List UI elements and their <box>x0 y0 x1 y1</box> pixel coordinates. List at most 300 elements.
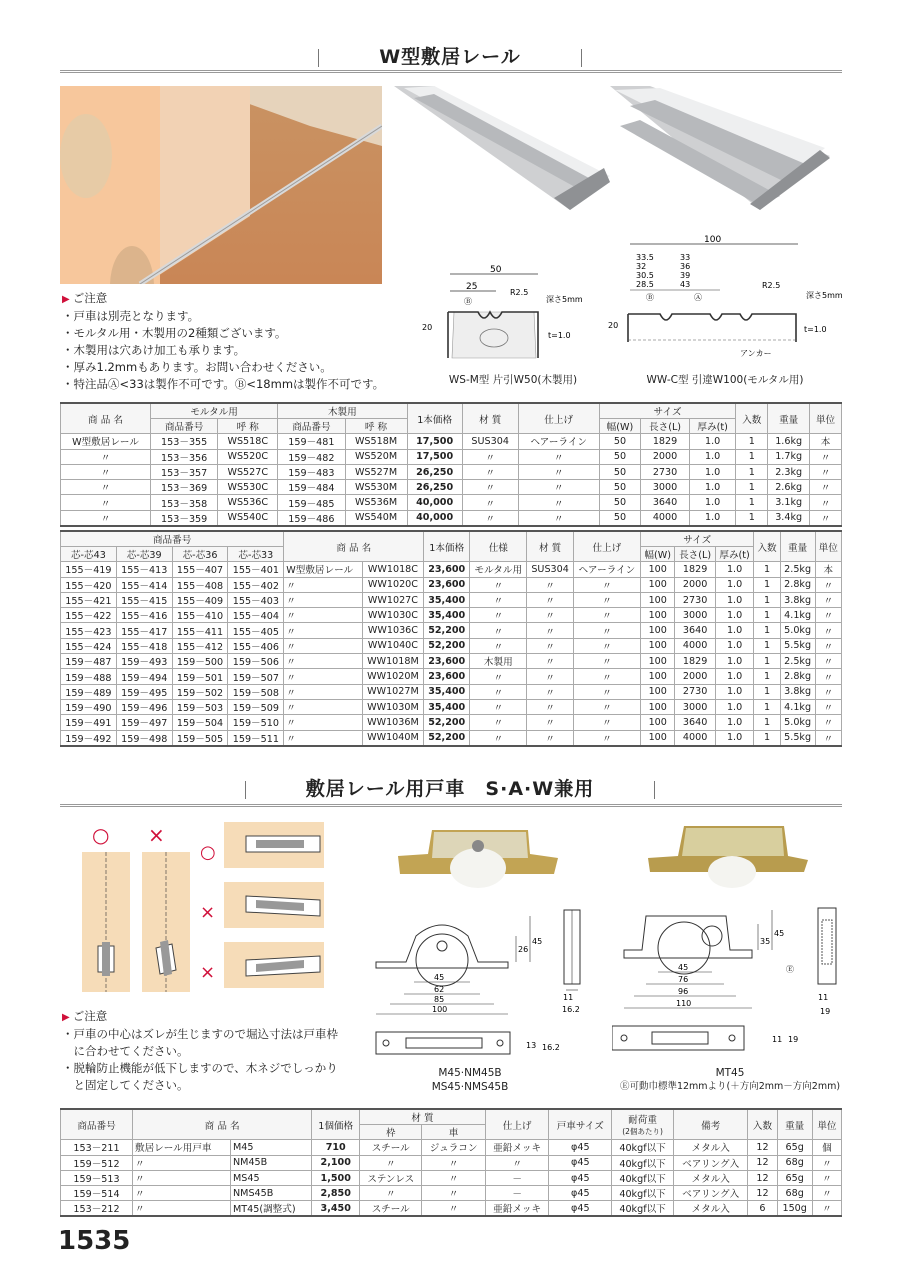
table-cell: 〃 <box>815 623 841 638</box>
table-cell: 2.6kg <box>768 480 810 495</box>
th-frame: 枠 <box>360 1125 422 1140</box>
table-cell: 〃 <box>810 449 842 464</box>
th-wt: 重量 <box>768 403 810 434</box>
notes-roller-item: と固定してください。 <box>62 1078 189 1092</box>
table-cell: 155－424 <box>61 638 117 653</box>
notes-rail-item: ・厚み1.2mmもあります。お問い合わせください。 <box>62 360 332 374</box>
table-cell: － <box>485 1170 549 1185</box>
table-cell: 亜鉛メッキ <box>485 1140 549 1155</box>
table-cell: 〃 <box>815 654 841 669</box>
th-load-2: (2個あたり) <box>622 1127 663 1137</box>
ws-w25: 25 <box>466 282 478 292</box>
table-cell: 1 <box>754 608 780 623</box>
table-cell: 〃 <box>284 730 362 746</box>
table-cell: 155－410 <box>172 608 228 623</box>
table-cell: 40kgf以下 <box>612 1201 674 1217</box>
table-cell: WS527C <box>218 464 278 479</box>
table-cell: 155－408 <box>172 577 228 592</box>
section-title-roller-text: 敷居レール用戸車 S·A·W兼用 <box>305 778 595 800</box>
table-cell: WW1030C <box>362 608 424 623</box>
table-cell: メタル入 <box>673 1201 748 1217</box>
table-cell: 2000 <box>675 577 715 592</box>
table-cell: 155－421 <box>61 592 117 607</box>
table-cell: 710 <box>312 1140 360 1155</box>
table-cell: 〃 <box>527 577 573 592</box>
th-qty: 入数 <box>736 403 768 434</box>
table-cell: 159－489 <box>61 684 117 699</box>
title-rule <box>60 70 842 73</box>
th-fin: 仕上げ <box>518 403 599 434</box>
table-cell: 100 <box>641 669 675 684</box>
table-cell: 155－402 <box>228 577 284 592</box>
table-cell: 〃 <box>284 654 362 669</box>
table-row <box>61 654 842 669</box>
table-cell: 40kgf以下 <box>612 1170 674 1185</box>
table-cell: 159－482 <box>278 449 345 464</box>
notes-roller-head: ご注意 <box>72 1009 108 1023</box>
table-cell: φ45 <box>549 1170 612 1185</box>
ws-m-caption: WS-M型 片引W50(木製用) <box>448 374 578 386</box>
table-cell: 3000 <box>641 480 690 495</box>
table-cell: 159－488 <box>61 669 117 684</box>
table-cell: 1 <box>754 699 780 714</box>
table-cell: 〃 <box>573 623 640 638</box>
table-cell: WS540C <box>218 510 278 526</box>
table-cell: 〃 <box>470 715 527 730</box>
table-cell: 1 <box>736 464 768 479</box>
table-cell: 153－355 <box>151 434 218 449</box>
table-cell: 〃 <box>815 730 841 746</box>
th-price: 1本価格 <box>407 403 462 434</box>
table-cell: WW1018M <box>362 654 424 669</box>
table-cell: 2,850 <box>312 1186 360 1201</box>
th-wt: 重量 <box>777 1109 812 1140</box>
table-cell: 159－483 <box>278 464 345 479</box>
ww-c-section-diagram <box>600 232 850 372</box>
table-cell: 159－510 <box>228 715 284 730</box>
table-row <box>61 510 842 526</box>
table-cell: 1 <box>736 510 768 526</box>
table-cell: － <box>485 1186 549 1201</box>
table-cell: 23,600 <box>424 654 470 669</box>
ws-depth: 深さ5mm <box>546 295 583 304</box>
mt45-s19: 19 <box>820 1007 831 1016</box>
table-row <box>61 592 842 607</box>
th-spec: 仕様 <box>470 531 527 562</box>
mt45-caption-1: MT45 <box>715 1067 745 1079</box>
table-cell: 〃 <box>422 1186 485 1201</box>
table-cell: 〃 <box>527 608 573 623</box>
table-cell: 12 <box>748 1140 777 1155</box>
table-cell: WW1020C <box>362 577 424 592</box>
table-cell: 159－504 <box>172 715 228 730</box>
table-cell: 〃 <box>815 638 841 653</box>
table-cell: 23,600 <box>424 669 470 684</box>
table-cell: 〃 <box>573 608 640 623</box>
table-cell: 1 <box>754 715 780 730</box>
table-cell: 50 <box>599 495 641 510</box>
table-cell: 〃 <box>810 464 842 479</box>
th-code: 商品番号 <box>278 419 345 434</box>
table-cell: 2.5kg <box>780 654 815 669</box>
table-row <box>61 1201 842 1217</box>
m45-h26: 26 <box>518 945 529 954</box>
table-cell: WW1020M <box>362 669 424 684</box>
table-cell: 155－416 <box>116 608 172 623</box>
table-cell: 1829 <box>675 654 715 669</box>
th-unit: 単位 <box>812 1109 841 1140</box>
table-cell: 〃 <box>527 592 573 607</box>
table-cell: NMS45B <box>231 1186 312 1201</box>
table-cell: 159－501 <box>172 669 228 684</box>
table-cell: 〃 <box>470 699 527 714</box>
table-cell: 〃 <box>422 1155 485 1170</box>
table-cell: 40,000 <box>407 510 462 526</box>
table-cell: 155－420 <box>61 577 117 592</box>
table-row <box>61 1186 842 1201</box>
table-cell: 5.5kg <box>780 730 815 746</box>
notes-rail-header <box>62 290 384 308</box>
table-cell: 35,400 <box>424 699 470 714</box>
table-cell: 〃 <box>462 495 518 510</box>
table-cell: WW1036M <box>362 715 424 730</box>
roller-photo-mt45 <box>648 824 808 888</box>
table-cell: 3.8kg <box>780 592 815 607</box>
th-l: 長さ(L) <box>675 547 715 562</box>
table-cell: 〃 <box>573 638 640 653</box>
table-cell: 52,200 <box>424 638 470 653</box>
table-cell: 40kgf以下 <box>612 1186 674 1201</box>
table-cell: 1829 <box>641 434 690 449</box>
table-cell: 〃 <box>462 510 518 526</box>
table-cell: 159－495 <box>116 684 172 699</box>
table-cell: 159－502 <box>172 684 228 699</box>
table-cell: 1.0 <box>715 577 754 592</box>
table-cell: 100 <box>641 592 675 607</box>
th-mat: 材 質 <box>462 403 518 434</box>
table-cell: モルタル用 <box>470 562 527 577</box>
table-cell: 〃 <box>133 1201 231 1217</box>
table-cell: 木製用 <box>470 654 527 669</box>
table-cell: 2.8kg <box>780 577 815 592</box>
th-size: サイズ <box>599 403 736 419</box>
table-cell: 3640 <box>675 715 715 730</box>
table-cell: 155－418 <box>116 638 172 653</box>
table-cell: 1 <box>754 654 780 669</box>
table-cell: 100 <box>641 654 675 669</box>
table-cell: 〃 <box>284 684 362 699</box>
table-cell: 159－493 <box>116 654 172 669</box>
table-cell: 2730 <box>675 592 715 607</box>
table-cell: 1829 <box>675 562 715 577</box>
table-cell: 155－415 <box>116 592 172 607</box>
table-cell: 〃 <box>815 608 841 623</box>
table-cell: 52,200 <box>424 730 470 746</box>
table-cell: 〃 <box>470 669 527 684</box>
table-cell: 〃 <box>527 669 573 684</box>
table-cell: 155－403 <box>228 592 284 607</box>
table-cell: 65g <box>777 1140 812 1155</box>
notes-rail <box>62 290 384 393</box>
table-cell: 17,500 <box>407 434 462 449</box>
table-cell: 〃 <box>815 669 841 684</box>
table-cell: MS45 <box>231 1170 312 1185</box>
th-call: 呼 称 <box>345 419 407 434</box>
ww-b2: 32 <box>636 262 647 271</box>
table-cell: 〃 <box>573 577 640 592</box>
ww-w100: 100 <box>704 235 722 245</box>
table-cell: 153－369 <box>151 480 218 495</box>
table-cell: 〃 <box>61 449 151 464</box>
ww-depth: 深さ5mm <box>806 291 843 300</box>
m45-s162: 16.2 <box>562 1005 580 1014</box>
table-cell: 1 <box>754 730 780 746</box>
ng-mark: × <box>200 962 216 983</box>
table-cell: 3,450 <box>312 1201 360 1217</box>
table-cell: 1.0 <box>715 638 754 653</box>
table-cell: 〃 <box>61 495 151 510</box>
table-row <box>61 608 842 623</box>
table-cell: 159－507 <box>228 669 284 684</box>
m45-drawing <box>366 900 596 1060</box>
table-cell: 2.8kg <box>780 669 815 684</box>
table-cell: 155－423 <box>61 623 117 638</box>
ww-h20: 20 <box>608 321 619 330</box>
table-cell: 〃 <box>485 1155 549 1170</box>
mt45-caption-2: Ⓔ可動巾標準12mmより(＋方向2mm－方向2mm) <box>619 1081 841 1092</box>
table-cell: 100 <box>641 608 675 623</box>
th-unit: 単位 <box>810 403 842 434</box>
table-cell: 3640 <box>641 495 690 510</box>
table-cell: 155－417 <box>116 623 172 638</box>
section-title-rail-text: W型敷居レール <box>379 46 521 68</box>
table-cell: 〃 <box>815 684 841 699</box>
table-cell: WS518C <box>218 434 278 449</box>
table-cell: 23,600 <box>424 562 470 577</box>
th-code: 商品番号 <box>151 419 218 434</box>
table-cell: 159－513 <box>61 1170 133 1185</box>
table-cell: 35,400 <box>424 684 470 699</box>
ws-b-mark: Ⓑ <box>464 297 472 306</box>
table-cell: 2.5kg <box>780 562 815 577</box>
table-cell: 26,250 <box>407 480 462 495</box>
table-cell: 〃 <box>573 715 640 730</box>
m45-d100: 100 <box>432 1005 448 1014</box>
table-cell: 〃 <box>812 1170 841 1185</box>
ww-a3: 39 <box>680 271 691 280</box>
table-cell: 〃 <box>573 684 640 699</box>
table-cell: 〃 <box>61 510 151 526</box>
table-cell: 159－509 <box>228 699 284 714</box>
table-cell: 2,100 <box>312 1155 360 1170</box>
table-cell: 12 <box>748 1186 777 1201</box>
table-cell: 153－211 <box>61 1140 133 1155</box>
th-qty: 入数 <box>748 1109 777 1140</box>
th-w: 幅(W) <box>641 547 675 562</box>
ww-b-mark: Ⓑ <box>646 293 654 302</box>
table-cell: 1.0 <box>715 608 754 623</box>
table-cell: 〃 <box>812 1155 841 1170</box>
table-cell: 〃 <box>527 730 573 746</box>
table-cell: 〃 <box>470 592 527 607</box>
mt45-e: Ⓔ <box>786 965 794 974</box>
mt45-h35: 35 <box>760 937 771 946</box>
table-cell: 159－484 <box>278 480 345 495</box>
m45-d62: 62 <box>434 985 445 994</box>
table-cell: 1.0 <box>689 449 736 464</box>
table-cell: W型敷居レール <box>284 562 362 577</box>
table-cell: 3.1kg <box>768 495 810 510</box>
th-mat: 材 質 <box>527 531 573 562</box>
table-cell: 50 <box>599 464 641 479</box>
table-cell: 1.0 <box>715 699 754 714</box>
ww-a4: 43 <box>680 280 691 289</box>
table-cell: 〃 <box>470 623 527 638</box>
ok-mark: ○ <box>200 842 216 863</box>
th-name: 商 品 名 <box>133 1109 312 1140</box>
table-cell: 5.0kg <box>780 623 815 638</box>
table-cell: 159－511 <box>228 730 284 746</box>
table-cell: 〃 <box>815 577 841 592</box>
ww-a2: 36 <box>680 262 691 271</box>
table-cell: 〃 <box>133 1186 231 1201</box>
table-cell: 〃 <box>462 449 518 464</box>
table-cell: 1 <box>736 434 768 449</box>
table-cell: WW1030M <box>362 699 424 714</box>
table-cell: 1.0 <box>689 510 736 526</box>
th-load-1: 耐荷重 <box>628 1115 657 1127</box>
table-cell: ジュラコン <box>422 1140 485 1155</box>
table-cell: 〃 <box>810 480 842 495</box>
table-cell: 100 <box>641 577 675 592</box>
table-cell: 1 <box>754 562 780 577</box>
table-row <box>61 623 842 638</box>
table-cell: 52,200 <box>424 623 470 638</box>
table-ws-rail <box>60 402 842 527</box>
table-cell: メタル入 <box>673 1140 748 1155</box>
notes-roller-item: に合わせてください。 <box>62 1044 189 1058</box>
table-row <box>61 1155 842 1170</box>
table-cell: 52,200 <box>424 715 470 730</box>
table-cell: 〃 <box>284 592 362 607</box>
table-cell: 159－485 <box>278 495 345 510</box>
table-cell: 155－422 <box>61 608 117 623</box>
table-cell: 40kgf以下 <box>612 1155 674 1170</box>
table-cell: 159－492 <box>61 730 117 746</box>
table-cell: 1.0 <box>715 562 754 577</box>
title-rule <box>60 804 842 807</box>
table-cell: 〃 <box>360 1155 422 1170</box>
table-cell: 〃 <box>462 464 518 479</box>
ww-b1: 33.5 <box>636 253 654 262</box>
table-cell: 155－405 <box>228 623 284 638</box>
bullet-icon: ▶ <box>62 1012 70 1023</box>
th-wood: 木製用 <box>278 403 407 419</box>
table-cell: 〃 <box>573 730 640 746</box>
table-cell: WW1027C <box>362 592 424 607</box>
table-cell: 1.0 <box>715 654 754 669</box>
table-cell: 1.0 <box>689 434 736 449</box>
table-cell: 1 <box>754 638 780 653</box>
table-cell: 3.8kg <box>780 684 815 699</box>
table-cell: 〃 <box>422 1201 485 1217</box>
m45-b13: 13 <box>526 1041 537 1050</box>
table-cell: 〃 <box>810 495 842 510</box>
ww-b3: 30.5 <box>636 271 654 280</box>
table-cell: 159－496 <box>116 699 172 714</box>
table-cell: 155－419 <box>61 562 117 577</box>
table-cell: WS518M <box>345 434 407 449</box>
ng-mark: × <box>148 823 165 847</box>
table-cell: メタル入 <box>673 1170 748 1185</box>
table-cell: 〃 <box>518 510 599 526</box>
ws-w50: 50 <box>490 265 502 275</box>
table-cell: 17,500 <box>407 449 462 464</box>
table-cell: 〃 <box>573 699 640 714</box>
notes-rail-item: ・木製用は穴あけ加工も承ります。 <box>62 343 246 357</box>
table-cell: 155－409 <box>172 592 228 607</box>
table-cell: 155－401 <box>228 562 284 577</box>
th-mortar: モルタル用 <box>151 403 278 419</box>
table-cell: 1 <box>754 592 780 607</box>
table-cell: 〃 <box>470 730 527 746</box>
table-cell: 1.6kg <box>768 434 810 449</box>
table-cell: 159－481 <box>278 434 345 449</box>
th-wsize: 戸車サイズ <box>549 1109 612 1140</box>
table-cell: WW1040C <box>362 638 424 653</box>
th-mat: 材 質 <box>360 1109 486 1125</box>
notes-rail-item: ・戸車は別売となります。 <box>62 309 200 323</box>
table-cell: 〃 <box>518 449 599 464</box>
mt45-b11: 11 <box>772 1035 783 1044</box>
m45-caption <box>410 1066 530 1094</box>
table-row <box>61 464 842 479</box>
table-cell: 159－490 <box>61 699 117 714</box>
table-cell: 159－491 <box>61 715 117 730</box>
table-cell: 〃 <box>527 715 573 730</box>
table-cell: 65g <box>777 1170 812 1185</box>
table-cell: ヘアーライン <box>573 562 640 577</box>
table-cell: 153－356 <box>151 449 218 464</box>
table-cell: 6 <box>748 1201 777 1217</box>
table-cell: WS540M <box>345 510 407 526</box>
table-cell: 159－512 <box>61 1155 133 1170</box>
table-cell: 1 <box>754 623 780 638</box>
table-cell: 1.0 <box>689 495 736 510</box>
table-cell: ヘアーライン <box>518 434 599 449</box>
notes-roller-header <box>62 1008 338 1026</box>
table-cell: 40,000 <box>407 495 462 510</box>
th-l: 長さ(L) <box>641 419 690 434</box>
mt45-b19: 19 <box>788 1035 799 1044</box>
roller-photo-m45 <box>398 824 558 888</box>
table-cell: 2730 <box>675 684 715 699</box>
ww-anchor: アンカー <box>740 349 772 358</box>
table-cell: 4000 <box>641 510 690 526</box>
table-cell: 〃 <box>812 1186 841 1201</box>
table-cell: 159－497 <box>116 715 172 730</box>
m45-h45: 45 <box>532 937 543 946</box>
table-cell: 本 <box>815 562 841 577</box>
table-cell: M45 <box>231 1140 312 1155</box>
notes-rail-item: ・モルタル用・木製用の2種類ございます。 <box>62 326 287 340</box>
table-cell: 12 <box>748 1170 777 1185</box>
table-cell: 〃 <box>518 480 599 495</box>
table-row <box>61 562 842 577</box>
table-cell: 2.3kg <box>768 464 810 479</box>
th-code: 商品番号 <box>61 1109 133 1140</box>
table-cell: 155－412 <box>172 638 228 653</box>
